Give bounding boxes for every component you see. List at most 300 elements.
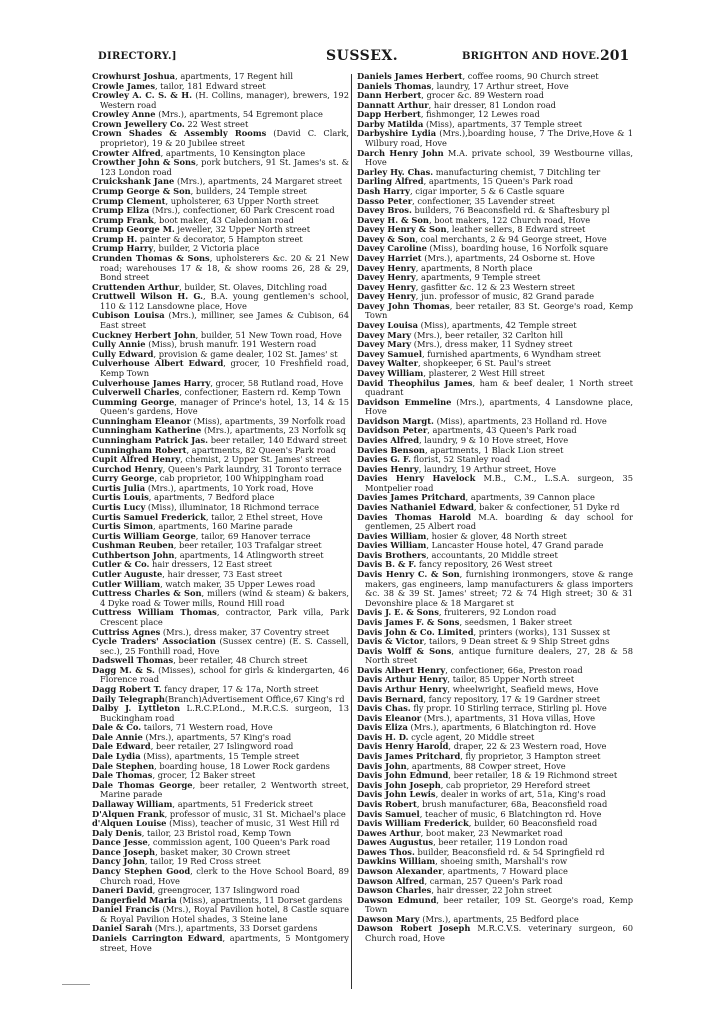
directory-entry <box>357 474 633 493</box>
entry-details: , ham & beef dealer, 1 North street quadrant <box>365 377 633 398</box>
entry-name: Davis James Pritchard <box>357 751 461 762</box>
entry-details: , Queen's Park laundry, 31 Toronto terrace <box>162 463 342 474</box>
entry-name: Cunningham Patrick Jas. <box>92 434 209 445</box>
entry-name: Davey Samuel <box>357 348 422 359</box>
entry-details: , tailor, 69 Hanover terrace <box>195 530 311 541</box>
entry-details: (Mrs.), apartments, 10 York road, Hove <box>145 482 314 493</box>
entry-name: Dance Joseph <box>92 846 156 857</box>
entry-details: cycle agent, 20 Middle street <box>408 731 535 742</box>
entry-name: Cuttriss Agnes <box>92 626 161 637</box>
entry-name: Davis Brothers <box>357 549 427 560</box>
entry-details: , chemist, 2 Upper St. James' street <box>180 454 330 465</box>
entry-name: Dawes Augustus <box>357 837 434 848</box>
entry-name: Davis Robert <box>357 798 417 809</box>
entry-name: Davies Thomas Harold <box>357 511 472 522</box>
entry-details: , wheelwright, Seafield mews, Hove <box>447 684 599 694</box>
entry-details: , tailor, 23 Bristol road, Kemp Town <box>141 827 292 838</box>
entry-name: Davey Louisa <box>357 320 418 331</box>
entry-details: , builder, St. Olaves, Ditchling road <box>179 281 328 292</box>
entry-details: , apartments, 51 Frederick street <box>172 798 313 809</box>
entry-name: Curchod Henry <box>92 463 163 474</box>
entry-name: Cubison Louisa <box>92 310 165 321</box>
entry-name: Cuthbertson John <box>92 549 175 560</box>
entry-name: Crump George M. <box>92 224 175 235</box>
directory-column-left <box>92 72 349 953</box>
entry-details: , furnishing ironmongers, stove & range makers, gas engineers, lamp manufacturers & glass importers &c. 38 & 39 St. James' street; 72 & 74 High street; 30 & 31 Devonshire place & 18 Margaret st <box>365 569 633 608</box>
entry-details: , upholsterers &c. 20 & 21 New road; warehouses 17 & 18, & show rooms 26, 28 & 29, Bond street <box>100 252 349 283</box>
entry-name: David Theophilus James <box>357 377 473 388</box>
entry-details: (Mrs.), confectioner, 60 Park Crescent road <box>149 205 335 216</box>
entry-name: Davies Henry Havelock <box>357 473 476 484</box>
entry-name: Daly Denis <box>92 827 142 838</box>
entry-name: Davis J. E. & Sons <box>357 607 439 618</box>
entry-details: 22 West street <box>184 118 249 129</box>
entry-details: , beer retailer, 103 Trafalgar street <box>173 540 322 551</box>
entry-name: Crowle James <box>92 80 156 91</box>
entry-name: Dawson Robert Joseph <box>357 923 471 934</box>
entry-name: Crowter Alfred <box>92 147 161 158</box>
entry-name: Davey Mary <box>357 339 412 350</box>
entry-details: , pork butchers, 91 St. James's st. & 123 London road <box>100 157 349 177</box>
entry-details: , plasterer, 2 West Hill street <box>423 367 545 378</box>
entry-name: Davies Henry <box>357 463 419 474</box>
entry-name: Dannatt Arthur <box>357 99 429 110</box>
entry-details: , apartments, 7 Howard place <box>442 865 568 876</box>
entry-name: Dawson Charles <box>357 885 432 896</box>
directory-entry <box>92 934 349 953</box>
entry-details: , draper, 22 & 23 Western road, Hove <box>448 741 607 752</box>
entry-name: Crump George & Son <box>92 185 191 196</box>
entry-name: Cutler Auguste <box>92 569 163 580</box>
entry-details: , furnished apartments, 6 Wyndham street <box>422 348 601 359</box>
directory-entry <box>92 637 349 656</box>
entry-details: , apartments, 1 Black Lion street <box>424 444 564 455</box>
entry-details: , grocer, 12 Baker street <box>152 770 256 781</box>
entry-details: (Mrs.), beer retailer, 32 Carlton hill <box>411 329 564 340</box>
entry-details: , grocer, 10 Freshfield road, Kemp Town <box>100 358 349 378</box>
entry-details: , apartments, 17 Regent hill <box>175 71 294 81</box>
directory-entry <box>92 158 349 177</box>
entry-details: , apartments, 43 Queen's Park road <box>427 425 577 436</box>
entry-name: Davis John & Co. Limited <box>357 626 474 637</box>
entry-details: , hair dresser, 81 London road <box>428 99 556 110</box>
entry-details: , commission agent, 100 Queen's Park road <box>147 837 331 848</box>
running-head-county: SUSSEX. <box>326 48 399 64</box>
entry-name: Darch Henry John <box>357 147 444 158</box>
entry-details: (Miss), apartments, 23 Holland rd. Hove <box>433 415 607 426</box>
directory-entry <box>92 398 349 417</box>
entry-details: (Miss), apartments, 42 Temple street <box>417 320 577 331</box>
entry-name: Davis James F. & Sons <box>357 616 460 627</box>
directory-entry <box>92 781 349 800</box>
entry-details: , tailor, 85 Upper North street <box>447 674 575 685</box>
entry-details: , Lancaster House hotel, 47 Grand parade <box>426 540 604 551</box>
entry-name: Dawson Mary <box>357 913 420 924</box>
entry-name: Davey & Son <box>357 233 416 244</box>
entry-details: fancy draper, 17 & 17a, North street <box>161 684 319 694</box>
entry-details: , tailor, 181 Edward street <box>155 80 266 91</box>
entry-name: Davey Henry <box>357 291 416 302</box>
entry-details: , boarding house, 18 Lower Rock gardens <box>154 760 330 771</box>
entry-name: Dalby J. Lyttleton <box>92 703 180 714</box>
entry-name: Crowley Anne <box>92 109 156 120</box>
entry-name: Curtis Julia <box>92 482 146 493</box>
entry-name: Crunden Thomas & Sons <box>92 252 210 263</box>
running-head-left: DIRECTORY.] <box>98 51 177 62</box>
entry-name: Dale Thomas George <box>92 779 193 790</box>
entry-details: L.R.C.P.Lond., M.R.C.S. surgeon, 13 Buckingham road <box>100 703 349 723</box>
directory-entry <box>357 129 633 148</box>
entry-name: Dapp Herbert <box>357 109 421 120</box>
entry-name: Cunningham Robert <box>92 444 187 455</box>
entry-name: Darling Alfred <box>357 176 424 187</box>
entry-name: Dawson Alfred <box>357 875 425 886</box>
entry-name: Davey Henry & Son <box>357 224 447 235</box>
directory-entry <box>357 647 633 666</box>
entry-details: , laundry, 9 & 10 Hove street, Hove <box>419 434 569 445</box>
entry-details: , watch maker, 35 Upper Lewes road <box>160 578 316 589</box>
entry-details: , baker & confectioner, 51 Dyke rd <box>473 502 620 513</box>
entry-name: Crump Clement <box>92 195 166 206</box>
entry-details: , hair dresser, 73 East street <box>162 569 283 580</box>
entry-name: Cruickshank Jane <box>92 176 175 187</box>
entry-name: Davis Albert Henry <box>357 664 446 675</box>
entry-details: (Mrs.), apartments, 31 Hova villas, Hove <box>421 712 596 723</box>
entry-details: , fruiterers, 92 London road <box>438 607 557 618</box>
directory-entry <box>357 149 633 168</box>
entry-name: Davey John Thomas <box>357 300 450 311</box>
entry-details: florist, 52 Stanley road <box>410 454 511 465</box>
entry-details: , cab proprietor, 100 Whippingham road <box>154 473 324 484</box>
entry-details: , grocer &c. 89 Western road <box>421 90 544 101</box>
entry-details: , hair dresser, 22 John street <box>431 885 552 896</box>
entry-details: , fly proprietor, 3 Hampton street <box>460 751 601 762</box>
entry-details: (Misses), school for girls & kindergarten, 46 Florence road <box>100 664 349 685</box>
entry-details: , laundry, 17 Arthur street, Hove <box>431 80 569 91</box>
entry-name: d'Alquen Louise <box>92 818 167 829</box>
entry-name: Crown Shades & Assembly Rooms <box>92 128 267 139</box>
entry-details: , jun. professor of music, 82 Grand parade <box>415 291 595 302</box>
entry-details: , builder, 60 Beaconsfield road <box>468 818 598 829</box>
entry-name: Davey Harriet <box>357 252 422 263</box>
entry-details: , apartments, 88 Cowper street, Hove <box>406 760 566 771</box>
entry-name: Davis Bernard <box>357 693 424 704</box>
entry-details: , beer retailer, 119 London road <box>433 837 568 848</box>
entry-details: tailors, 71 Western road, Hove <box>141 722 273 733</box>
entry-details: (Miss), apartments, 37 Temple street <box>423 118 582 129</box>
entry-name: Cupit Alfred Henry <box>92 454 181 465</box>
entry-details: , boot maker, 43 Caledonian road <box>153 214 294 225</box>
entry-name: Davis Samuel <box>357 808 420 819</box>
entry-details: , seedsmen, 1 Baker street <box>459 616 572 627</box>
entry-details: (Mrs.), apartments, 23 Norfolk sq <box>201 425 346 436</box>
entry-details: (Mrs.), apartments, 33 Dorset gardens <box>152 923 318 934</box>
entry-details: , confectioner, Eastern rd. Kemp Town <box>179 387 341 398</box>
entry-details: (Mrs.),boarding house, 7 The Drive,Hove & 1 Wilbury road, Hove <box>365 128 633 149</box>
entry-name: Davidson Margt. <box>357 415 434 426</box>
page-header <box>92 48 638 66</box>
entry-details: (Miss), brush manufr. 191 Western road <box>145 339 317 350</box>
entry-details: (Miss), apartments, 15 Temple street <box>140 751 300 762</box>
entry-details: , apartments, 14 Atlingworth street <box>174 549 324 560</box>
entry-details: , fishmonger, 12 Lewes road <box>420 109 540 120</box>
entry-details: , builders, 24 Temple street <box>190 185 307 196</box>
entry-name: Dale Edward <box>92 741 151 752</box>
directory-entry <box>357 570 633 608</box>
directory-entry <box>357 398 633 417</box>
entry-name: Dagg M. & S. <box>92 664 155 675</box>
entry-name: Dance Jesse <box>92 837 148 848</box>
page-number: 201 <box>600 48 630 64</box>
entry-name: Davis John <box>357 760 407 771</box>
entry-name: Darbyshire Lydia <box>357 128 437 139</box>
entry-name: Davies William <box>357 540 427 551</box>
entry-name: Dallaway William <box>92 798 173 809</box>
entry-name: Dasso Peter <box>357 195 413 206</box>
entry-details: hair dressers, 12 East street <box>149 559 272 570</box>
entry-details: , tailor, 19 Red Cross street <box>144 856 261 867</box>
entry-details: (Mrs.), apartments, 24 Osborne st. Hove <box>421 252 595 263</box>
entry-details: , apartments, 8 North place <box>415 262 533 273</box>
entry-details: (Miss), illuminator, 18 Richmond terrace <box>145 502 320 513</box>
entry-name: Crowley A. C. S. & H. <box>92 90 192 101</box>
entry-details: , apartments, 15 Queen's Park road <box>423 176 574 187</box>
entry-details: , confectioner, 66a, Preston road <box>445 664 583 675</box>
entry-name: Crowther John & Sons <box>92 157 196 168</box>
entry-details: , apartments, 39 Cannon place <box>465 492 595 503</box>
entry-name: Dale & Co. <box>92 722 142 733</box>
entry-name: Davey William <box>357 367 424 378</box>
directory-entry <box>92 359 349 378</box>
directory-entry <box>92 292 349 311</box>
directory-entry <box>357 379 633 398</box>
directory-entry <box>92 254 349 283</box>
margin-mark <box>62 984 90 985</box>
entry-details: , manager of Prince's hotel, 13, 14 & 15 Queen's gardens, Hove <box>100 396 349 417</box>
entry-name: Davey Henry <box>357 281 416 292</box>
entry-details: , teacher of music, 6 Blatchington rd. Hove <box>419 808 602 819</box>
entry-name: Davis & Victor <box>357 636 424 647</box>
entry-name: D'Alquen Frank <box>92 808 165 819</box>
entry-name: Davidson Peter <box>357 425 428 436</box>
entry-name: Cuttress Charles & Son <box>92 588 202 599</box>
entry-name: Cumming George <box>92 396 175 407</box>
entry-details: , hosier & glover, 48 North street <box>426 530 567 541</box>
entry-details: , shopkeeper, 6 St. Paul's street <box>418 358 551 369</box>
entry-details: , apartments, 82 Queen's Park road <box>186 444 336 455</box>
directory-entry <box>92 91 349 110</box>
entry-name: Culverhouse James Harry <box>92 377 211 388</box>
entry-name: Davis B. & F. <box>357 559 417 570</box>
entry-name: Daniels Thomas <box>357 80 432 91</box>
entry-details: , professor of music, 31 St. Michael's place <box>164 808 346 819</box>
entry-name: Cutler William <box>92 578 161 589</box>
entry-name: Dale Thomas <box>92 770 153 781</box>
entry-name: Dawson Edmund <box>357 894 437 905</box>
directory-entry <box>357 302 633 321</box>
entry-name: Curtis Samuel Frederick <box>92 511 206 522</box>
entry-name: Dawkins William <box>357 856 436 867</box>
entry-details: (Mrs.), apartments, 24 Margaret street <box>174 176 342 187</box>
entry-details: M.B., C.M., L.S.A. surgeon, 35 Montpelier road <box>365 473 633 493</box>
entry-details: , B.A. young gentlemen's school, 110 & 112 Lansdowne place, Hove <box>100 291 349 311</box>
entry-details: (Miss), apartments, 39 Norfolk road <box>190 415 346 426</box>
entry-name: Davis William Frederick <box>357 818 469 829</box>
entry-name: Daniels James Herbert <box>357 71 463 81</box>
entry-name: Cruttwell Wilson H. G. <box>92 291 204 302</box>
entry-details: (Mrs.), apartments, 57 King's road <box>142 731 292 742</box>
entry-name: Dancy John <box>92 856 145 867</box>
entry-name: Davey Henry <box>357 272 416 283</box>
entry-name: Curtis Simon <box>92 521 154 532</box>
entry-details: , apartments, 9 Temple street <box>415 272 541 283</box>
entry-name: Crump H. <box>92 233 138 244</box>
entry-name: Dagg Robert T. <box>92 684 162 694</box>
entry-details: M.A. boarding & day school for gentlemen, 25 Albert road <box>365 511 633 532</box>
entry-details: , millers (wind & steam) & bakers, 4 Dyke road & Tower mills, Round Hill road <box>100 588 349 608</box>
entry-details: , cab proprietor, 29 Hereford street <box>440 779 591 790</box>
entry-details: , printers (works), 131 Sussex st <box>473 626 611 637</box>
entry-details: , upholsterer, 63 Upper North street <box>165 195 319 206</box>
entry-name: Daniel Sarah <box>92 923 153 934</box>
entry-name: Cully Annie <box>92 339 146 350</box>
entry-details: , brush manufacturer, 68a, Beaconsfield road <box>416 798 608 809</box>
entry-name: Davidson Emmeline <box>357 396 452 407</box>
entry-name: Curtis William George <box>92 530 196 541</box>
directory-entry <box>92 129 349 148</box>
entry-name: Davis John Edmund <box>357 770 449 781</box>
directory-entry <box>357 924 633 943</box>
entry-name: Davis Wolff & Sons <box>357 645 452 656</box>
entry-name: Crump Eliza <box>92 205 150 216</box>
entry-name: Davis Eleanor <box>357 712 422 723</box>
entry-name: Davis Henry C. & Son <box>357 569 460 580</box>
entry-details: (Sussex centre) (E. S. Cassell, sec.), 25 Fonthill road, Hove <box>100 636 350 656</box>
entry-name: Dancy Stephen Good <box>92 865 191 876</box>
entry-details: (Mrs.), milliner, see James & Cubison, 64 East street <box>100 310 349 331</box>
entry-details: painter & decorator, 5 Hampton street <box>137 233 303 244</box>
entry-details: , leather sellers, 8 Edward street <box>446 224 586 235</box>
directory-entry <box>92 608 349 627</box>
directory-entry <box>357 896 633 915</box>
entry-details: (Mrs.), Royal Pavilion hotel, 8 Castle square & Royal Pavilion Hotel shades, 3 Steine lane <box>100 904 349 924</box>
directory-entry <box>92 666 349 685</box>
directory-entry <box>92 905 349 924</box>
entry-details: , accountants, 20 Middle street <box>426 549 558 560</box>
entry-name: Darley Hy. Chas. <box>357 166 434 177</box>
entry-details: , beer retailer, 83 St. George's road, Kemp Town <box>365 300 634 321</box>
column-divider <box>351 74 352 989</box>
entry-details: , fancy repository, 17 & 19 Gardner street <box>423 693 601 704</box>
entry-details: , tailors, 9 Dean street & 9 Ship Street gdns <box>423 636 610 647</box>
entry-details: (Miss), apartments, 11 Dorset gardens <box>176 894 343 905</box>
directory-entry <box>92 704 349 723</box>
entry-name: Davies William <box>357 530 427 541</box>
entry-name: Davies Alfred <box>357 434 419 445</box>
entry-details: builders, 76 Beaconsfield rd. & Shaftesbury pl <box>411 205 610 216</box>
entry-name: Curry George <box>92 473 155 484</box>
entry-name: Daniel Francis <box>92 904 160 915</box>
entry-name: Cycle Traders' Association <box>92 636 216 647</box>
entry-name: Crump Harry <box>92 243 154 254</box>
entry-name: Daniels Carrington Edward <box>92 933 223 944</box>
entry-name: Davey H. & Son <box>357 214 429 225</box>
entry-details: (Branch)Advertisement Office,67 King's rd <box>164 693 345 704</box>
entry-name: Darby Matilda <box>357 118 424 129</box>
entry-details: (David C. Clark, proprietor), 19 & 20 Jubilee street <box>100 128 350 149</box>
entry-details: , basket maker, 30 Crown street <box>155 846 291 857</box>
entry-name: Curtis Lucy <box>92 502 146 513</box>
entry-name: Cutler & Co. <box>92 559 150 570</box>
entry-name: Davies Benson <box>357 444 425 455</box>
entry-details: (Mrs.), apartments, 25 Bedford place <box>419 913 579 924</box>
entry-details: (Mrs.), apartments, 6 Blatchington rd. Hove <box>407 722 596 733</box>
entry-details: manufacturing chemist, 7 Ditchling ter <box>433 166 601 177</box>
entry-details: , antique furniture dealers, 27, 28 & 58 North street <box>365 645 633 666</box>
entry-details: , builder, 51 New Town road, Hove <box>195 329 342 340</box>
entry-name: Dawson Alexander <box>357 865 443 876</box>
entry-name: Davis Eliza <box>357 722 408 733</box>
entry-name: Culverwell Charles <box>92 387 180 398</box>
entry-name: Dadswell Thomas <box>92 655 174 666</box>
entry-details: , beer retailer, 18 & 19 Richmond street <box>448 770 618 781</box>
entry-details: (Miss), teacher of music, 31 West Hill rd <box>166 818 340 829</box>
entry-name: Cully Edward <box>92 348 154 359</box>
directory-entry <box>92 867 349 886</box>
entry-details: , apartments, 5 Montgomery street, Hove <box>100 933 349 953</box>
entry-details: , beer retailer, 27 Islingword road <box>150 741 294 752</box>
running-head-right: BRIGHTON AND HOVE. <box>462 51 600 62</box>
entry-details: , apartments, 10 Kensington place <box>160 147 306 158</box>
entry-name: Davies James Pritchard <box>357 492 466 503</box>
entry-details: , coffee rooms, 90 Church street <box>462 71 599 81</box>
entry-details: , apartments, 160 Marine parade <box>153 521 293 532</box>
entry-name: Crowhurst Joshua <box>92 71 176 81</box>
entry-details: , boot makers, 122 Church road, Hove <box>428 214 591 225</box>
directory-column-right <box>357 72 633 944</box>
entry-name: Cunningham Eleanor <box>92 415 191 426</box>
entry-details: (Miss), boarding house, 16 Norfolk square <box>426 243 609 254</box>
entry-name: Davey Caroline <box>357 243 427 254</box>
entry-details: fancy repository, 26 West street <box>416 559 553 570</box>
entry-details: (Mrs.), apartments, 4 Lansdowne place, Hove <box>365 396 633 417</box>
entry-details: M.R.C.V.S. veterinary surgeon, 60 Church road, Hove <box>365 923 634 944</box>
entry-details: , clerk to the Hove School Board, 89 Church road, Hove <box>100 865 349 886</box>
entry-details: , builder, 2 Victoria place <box>153 243 260 254</box>
directory-entry <box>92 311 349 330</box>
entry-name: Davis John Joseph <box>357 779 441 790</box>
entry-name: Dale Annie <box>92 731 143 742</box>
entry-name: Dawes Thos. <box>357 846 415 857</box>
entry-name: Dale Stephen <box>92 760 155 771</box>
entry-details: , beer retailer, 109 St. George's road, Kemp Town <box>365 894 634 915</box>
entry-details: (H. Collins, manager), brewers, 192 Western road <box>100 90 349 110</box>
entry-name: Cuttress William Thomas <box>92 607 217 618</box>
directory-entry <box>92 589 349 608</box>
entry-details: , cigar importer, 5 & 6 Castle square <box>409 185 565 196</box>
entry-details: , gasfitter &c. 12 & 23 Western street <box>415 281 575 292</box>
entry-name: Cushman Reuben <box>92 540 174 551</box>
entry-name: Curtis Louis <box>92 492 149 503</box>
entry-name: Cuckney Herbert John <box>92 329 196 340</box>
entry-name: Davis H. D. <box>357 731 409 742</box>
entry-name: Cunningham Katherine <box>92 425 202 436</box>
entry-name: Davey Henry <box>357 262 416 273</box>
entry-details: , coal merchants, 2 & 94 George street, Hove <box>415 233 607 244</box>
entry-details: , beer retailer, 2 Wentworth street, Marine parade <box>100 779 350 800</box>
entry-details: , grocer, 58 Rutland road, Hove <box>210 377 344 388</box>
directory-entry <box>357 513 633 532</box>
